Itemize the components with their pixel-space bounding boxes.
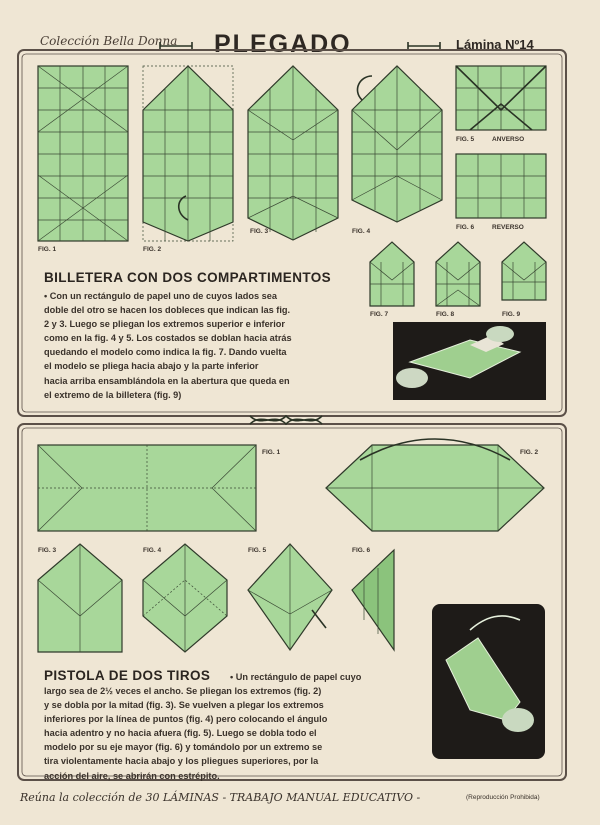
wallet-fig8-diagram [436, 242, 480, 306]
wallet-fig6-label: FIG. 6 [456, 224, 475, 231]
pistol-fig1-label: FIG. 1 [262, 449, 281, 456]
pistol-fig5-diagram [248, 544, 332, 650]
brand-signature: Colección Bella Donna [40, 34, 178, 48]
pistol-section-title: PISTOLA DE DOS TIROS [44, 668, 211, 683]
wallet-fig4-diagram [352, 66, 442, 222]
pistol-fig2-label: FIG. 2 [520, 449, 539, 456]
plate-number: Lámina Nº14 [456, 37, 534, 52]
wallet-section-title: BILLETERA CON DOS COMPARTIMENTOS [44, 270, 332, 285]
pistol-fig3-label: FIG. 3 [38, 547, 57, 554]
wallet-fig9-label: FIG. 9 [502, 311, 521, 318]
pistol-fig4-diagram [143, 544, 227, 652]
wallet-fig2-diagram [143, 66, 233, 241]
pistol-instructions-first: • Un rectángulo de papel cuyo [230, 672, 362, 682]
pistol-fig1-diagram [38, 445, 256, 531]
pistol-fig3-diagram [38, 544, 122, 652]
wallet-fig9-diagram [502, 242, 546, 300]
wallet-fig5-note: ANVERSO [492, 136, 525, 143]
wallet-fig4-label: FIG. 4 [352, 228, 371, 235]
wallet-fig1-label: FIG. 1 [38, 246, 57, 253]
wallet-fig5-diagram [456, 66, 546, 130]
footer-collection-note: Reúna la colección de 30 LÁMINAS - TRABAJO MANUAL EDUCATIVO - [20, 791, 421, 804]
pistol-fig5-label: FIG. 5 [248, 547, 267, 554]
pistol-fig6-label: FIG. 6 [352, 547, 371, 554]
wallet-instructions: • Con un rectángulo de papel uno de cuyos lados sea doble del otro se hacen los dobleces que indican las fig. 2 y 3. Luego se pliegan los extremos superior e inferior como en la fig. 4 y 5. Los costados se doblan hacia atrás quedando el modelo como indica la fig. 7. Dando vuelta el modelo se pliega hacia abajo y la parte inferior hacia arriba ensamblándola en la abertura que queda en el extremo de la billetera (fig. 9) [44, 291, 292, 400]
wallet-fig5-label: FIG. 5 [456, 136, 475, 143]
pistol-fig4-label: FIG. 4 [143, 547, 162, 554]
page-title: PLEGADO [214, 30, 352, 58]
wallet-fig3-diagram [248, 66, 338, 240]
reproduction-note: (Reproducción Prohibida) [466, 794, 540, 801]
wallet-fig7-diagram [370, 242, 414, 306]
wallet-fig3-label: FIG. 3 [250, 228, 269, 235]
wallet-fig7-label: FIG. 7 [370, 311, 389, 318]
wallet-photo [393, 322, 546, 400]
wallet-fig6-note: REVERSO [492, 224, 524, 231]
pistol-instructions: largo sea de 2½ veces el ancho. Se pliegan los extremos (fig. 2) y se dobla por la mitad (fig. 3). Se vuelven a plegar los extremos inferiores por la línea de puntos (fig. 4) pero colocando el ángulo hacia adentro y no hacia afuera (fig. 5). Luego se dobla todo el modelo por su eje mayor (fig. 6) y tomándolo por un extremo se tira violentamente hacia abajo y los pliegues superiores, por la acción del aire, se abrirán con estrépito. [44, 686, 328, 781]
pistol-fig6-diagram [352, 550, 394, 650]
wallet-fig6-diagram [456, 154, 546, 218]
pistol-photo [432, 604, 545, 759]
pistol-fig2-diagram [326, 439, 544, 531]
wallet-fig8-label: FIG. 8 [436, 311, 455, 318]
wallet-fig2-label: FIG. 2 [143, 246, 162, 253]
wallet-fig1-diagram [38, 66, 128, 241]
